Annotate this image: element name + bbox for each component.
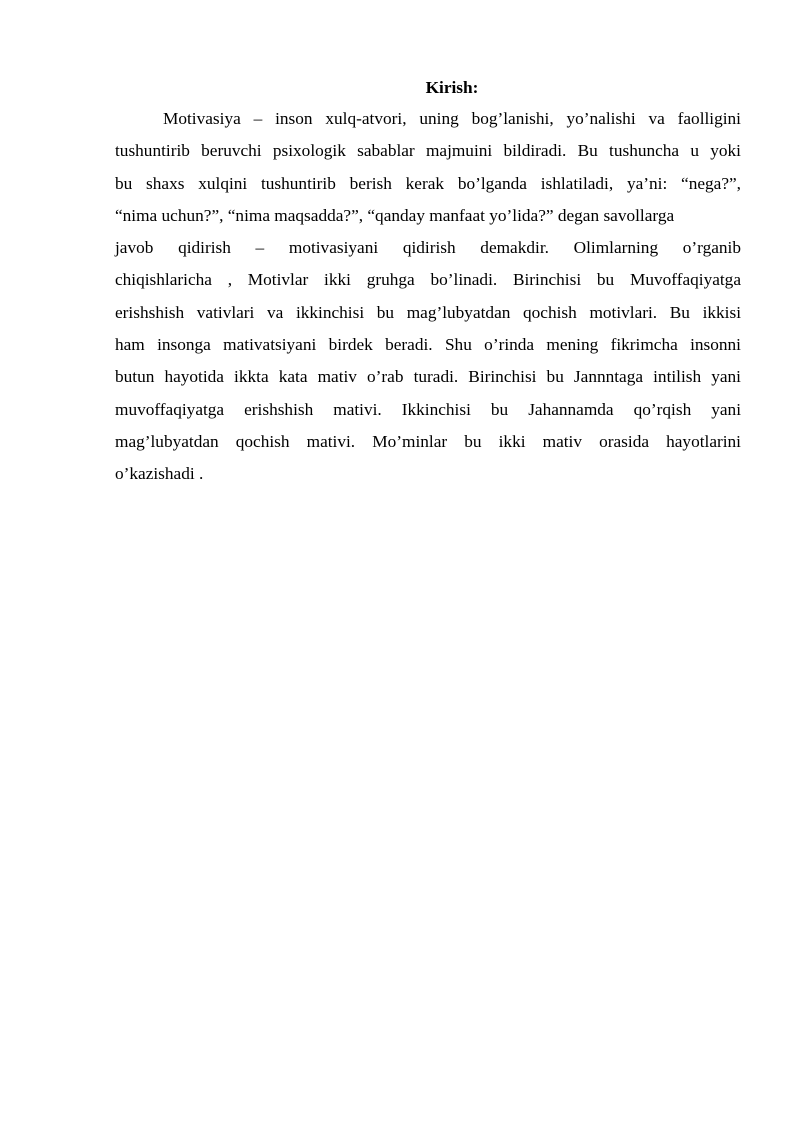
paragraph-line: “nima uchun?”, “nima maqsadda?”, “qanday manfaat yo’lida?” degan savollarga: [115, 205, 675, 225]
body-paragraph: [115, 103, 741, 491]
document-content: [115, 72, 741, 491]
paragraph-line: Motivasiya – inson xulq-atvori, uning bog’lanishi, yo’nalishi va faolligini: [163, 109, 741, 128]
paragraph-line: erishshish vativlari va ikkinchisi bu mag’lubyatdan qochish motivlari. Bu ikkisi: [115, 302, 741, 322]
paragraph-line: javob qidirish – motivasiyani qidirish demakdir. Olimlarning o’rganib: [115, 238, 741, 258]
paragraph-line: o’kazishadi .: [115, 464, 204, 484]
paragraph-line: butun hayotida ikkta kata mativ o’rab turadi. Birinchisi bu Jannntaga intilish yani: [115, 367, 741, 387]
paragraph-line: chiqishlaricha , Motivlar ikki gruhga bo’linadi. Birinchisi bu Muvoffaqiyatga: [115, 270, 741, 290]
section-heading: Kirish:: [425, 78, 479, 97]
paragraph-line: ham insonga mativatsiyani birdek beradi. Shu o’rinda mening fikrimcha insonni: [115, 335, 741, 355]
paragraph-line: bu shaxs xulqini tushuntirib berish kerak bo’lganda ishlatiladi, ya’ni: “nega?”,: [115, 173, 741, 193]
paragraph-line: mag’lubyatdan qochish mativi. Mo’minlar bu ikki mativ orasida hayotlarini: [115, 431, 741, 451]
paragraph-line: tushuntirib beruvchi psixologik sabablar majmuini bildiradi. Bu tushuncha u yoki: [115, 141, 741, 161]
paragraph-line: muvoffaqiyatga erishshish mativi. Ikkinchisi bu Jahannamda qo’rqish yani: [115, 399, 741, 419]
